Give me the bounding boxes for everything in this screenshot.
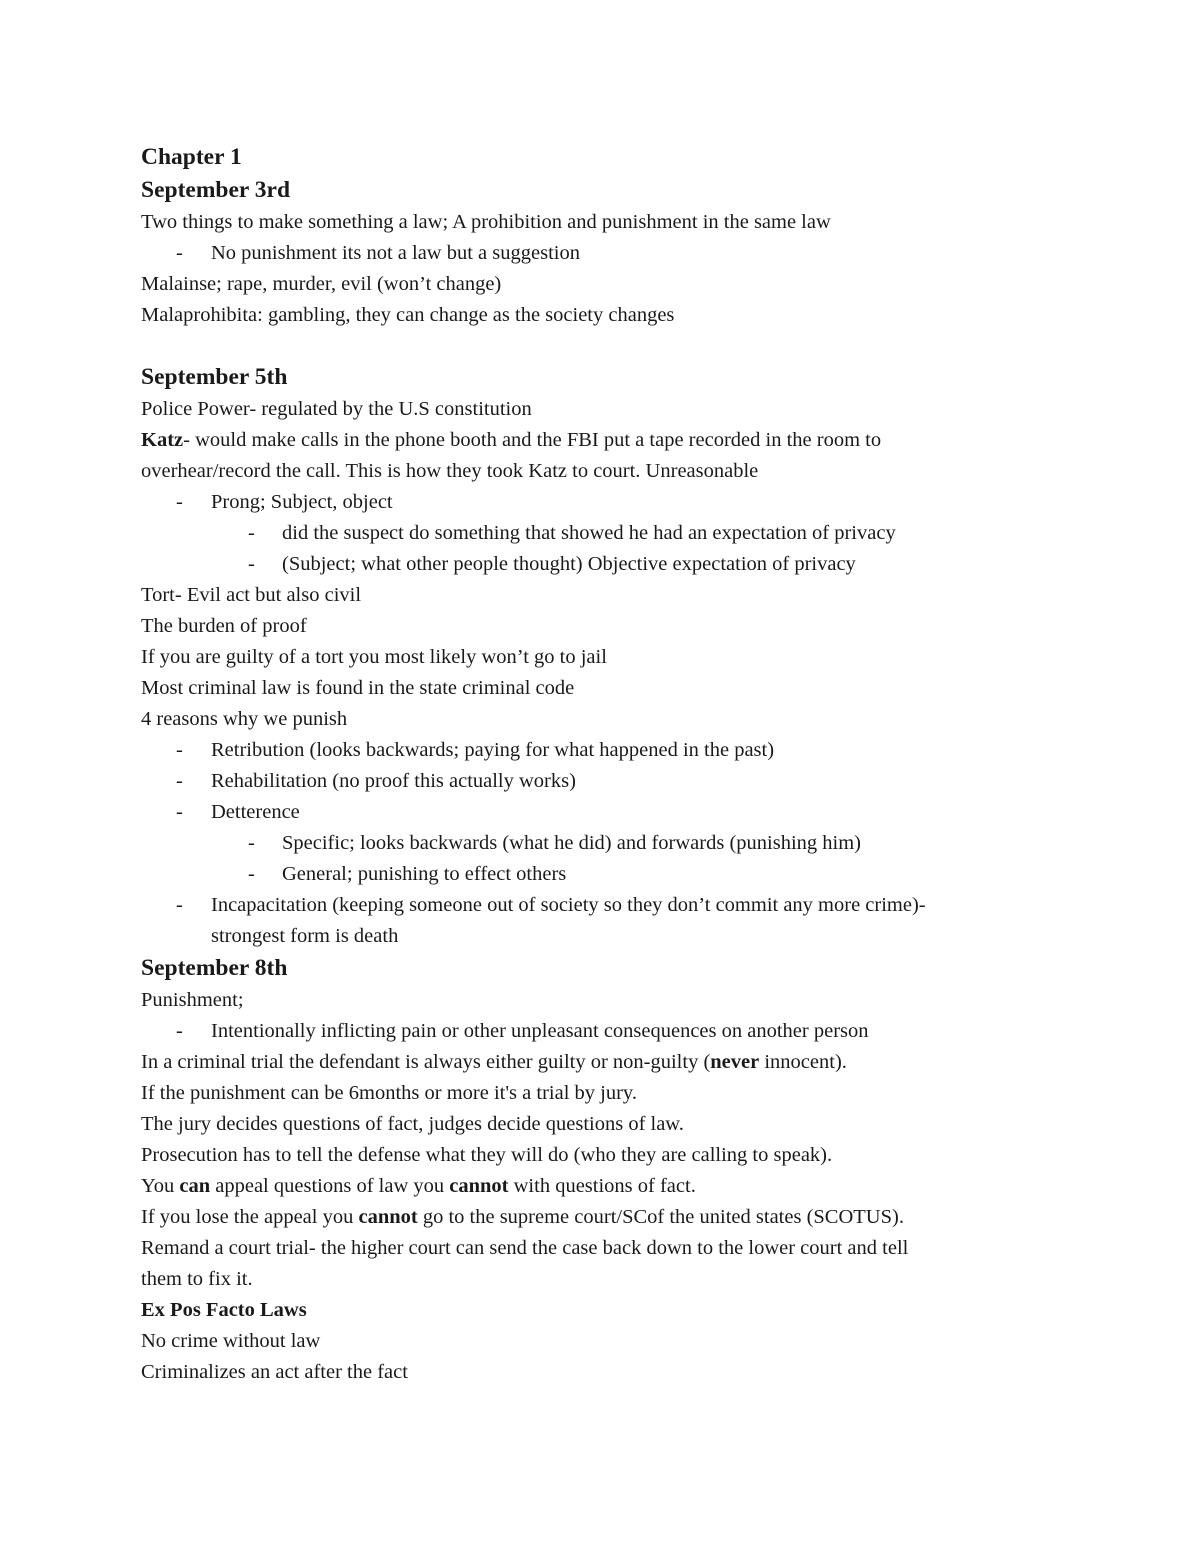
dash-bullet: -: [248, 522, 255, 544]
sub-bullet-item: [141, 859, 1041, 890]
text-line: overhear/record the call. This is how they took Katz to court. Unreasonable: [141, 460, 759, 482]
text-line: Police Power- regulated by the U.S constitution: [141, 398, 532, 420]
dash-bullet: -: [176, 1020, 183, 1042]
bullet-item: [141, 735, 1041, 766]
katz-line: [141, 425, 1041, 456]
bullet-text: Rehabilitation (no proof this actually works): [211, 770, 576, 792]
bullet-text: Incapacitation (keeping someone out of society so they don’t commit any more crime)-: [211, 894, 926, 916]
bullet-text: Specific; looks backwards (what he did) and forwards (punishing him): [282, 832, 861, 854]
emphasis-cannot: cannot: [449, 1175, 509, 1197]
text-line: them to fix it.: [141, 1268, 253, 1290]
text-line: [141, 1171, 1041, 1202]
text-line: The burden of proof: [141, 615, 307, 637]
text-line: No crime without law: [141, 1330, 321, 1352]
dash-bullet: -: [176, 801, 183, 823]
text-span: In a criminal trial the defendant is always either guilty or non-guilty (: [141, 1051, 711, 1073]
bullet-text: No punishment its not a law but a suggestion: [211, 242, 580, 264]
bullet-text: General; punishing to effect others: [282, 863, 567, 885]
text-line: Prosecution has to tell the defense what they will do (who they are calling to speak).: [141, 1144, 833, 1166]
dash-bullet: -: [176, 770, 183, 792]
dash-bullet: -: [176, 491, 183, 513]
dash-bullet: -: [176, 739, 183, 761]
dash-bullet: -: [176, 894, 183, 916]
emphasis-cannot: cannot: [358, 1206, 418, 1228]
text-line: Punishment;: [141, 989, 244, 1011]
text-line: Tort- Evil act but also civil: [141, 584, 362, 606]
emphasis-can: can: [179, 1175, 211, 1197]
bullet-item: [141, 890, 1041, 921]
text-line: If you are guilty of a tort you most likely won’t go to jail: [141, 646, 607, 668]
text-span: go to the supreme court/SCof the united states (SCOTUS).: [417, 1206, 904, 1228]
text-line: Two things to make something a law; A prohibition and punishment in the same law: [141, 211, 831, 233]
sub-bullet-item: [141, 549, 1041, 580]
sub-bullet-item: [141, 518, 1041, 549]
document-body: [141, 141, 1041, 1388]
text-line: Most criminal law is found in the state criminal code: [141, 677, 575, 699]
text-line: 4 reasons why we punish: [141, 708, 348, 730]
bullet-item: [141, 238, 1041, 269]
text-line: The jury decides questions of fact, judges decide questions of law.: [141, 1113, 684, 1135]
bullet-text: strongest form is death: [211, 925, 399, 947]
bullet-text: Detterence: [211, 801, 300, 823]
text-span: If you lose the appeal you: [141, 1206, 359, 1228]
text-line: Malainse; rape, murder, evil (won’t change): [141, 273, 502, 295]
text-span: innocent).: [759, 1051, 847, 1073]
bullet-item: [141, 487, 1041, 518]
text-span: with questions of fact.: [508, 1175, 696, 1197]
heading-september-3rd: September 3rd: [141, 177, 291, 203]
chapter-title: Chapter 1: [141, 144, 242, 170]
text-line: Remand a court trial- the higher court can send the case back down to the lower court and tell: [141, 1237, 909, 1259]
heading-september-8th: September 8th: [141, 955, 288, 981]
bullet-text: did the suspect do something that showed he had an expectation of privacy: [282, 522, 896, 544]
sub-bullet-item: [141, 828, 1041, 859]
text-line: [141, 1202, 1041, 1233]
katz-text: - would make calls in the phone booth and the FBI put a tape recorded in the room to: [183, 429, 882, 451]
emphasis-never: never: [710, 1051, 760, 1073]
text-line: [141, 1047, 1041, 1078]
text-line: If the punishment can be 6months or more it's a trial by jury.: [141, 1082, 637, 1104]
bullet-item: [141, 766, 1041, 797]
bullet-text: (Subject; what other people thought) Objective expectation of privacy: [282, 553, 856, 575]
bullet-text: Prong; Subject, object: [211, 491, 393, 513]
katz-term: Katz: [141, 429, 184, 451]
bullet-item: [141, 797, 1041, 828]
heading-ex-post-facto: Ex Pos Facto Laws: [141, 1299, 307, 1321]
text-span: appeal questions of law you: [210, 1175, 450, 1197]
heading-september-5th: September 5th: [141, 364, 288, 390]
bullet-text: Retribution (looks backwards; paying for what happened in the past): [211, 739, 775, 761]
bullet-item: [141, 1016, 1041, 1047]
bullet-text: Intentionally inflicting pain or other unpleasant consequences on another person: [211, 1020, 869, 1042]
dash-bullet: -: [248, 553, 255, 575]
dash-bullet: -: [176, 242, 183, 264]
dash-bullet: -: [248, 863, 255, 885]
bullet-continuation: [141, 921, 1041, 952]
text-span: You: [141, 1175, 180, 1197]
text-line: Criminalizes an act after the fact: [141, 1361, 408, 1383]
text-line: Malaprohibita: gambling, they can change as the society changes: [141, 304, 675, 326]
dash-bullet: -: [248, 832, 255, 854]
